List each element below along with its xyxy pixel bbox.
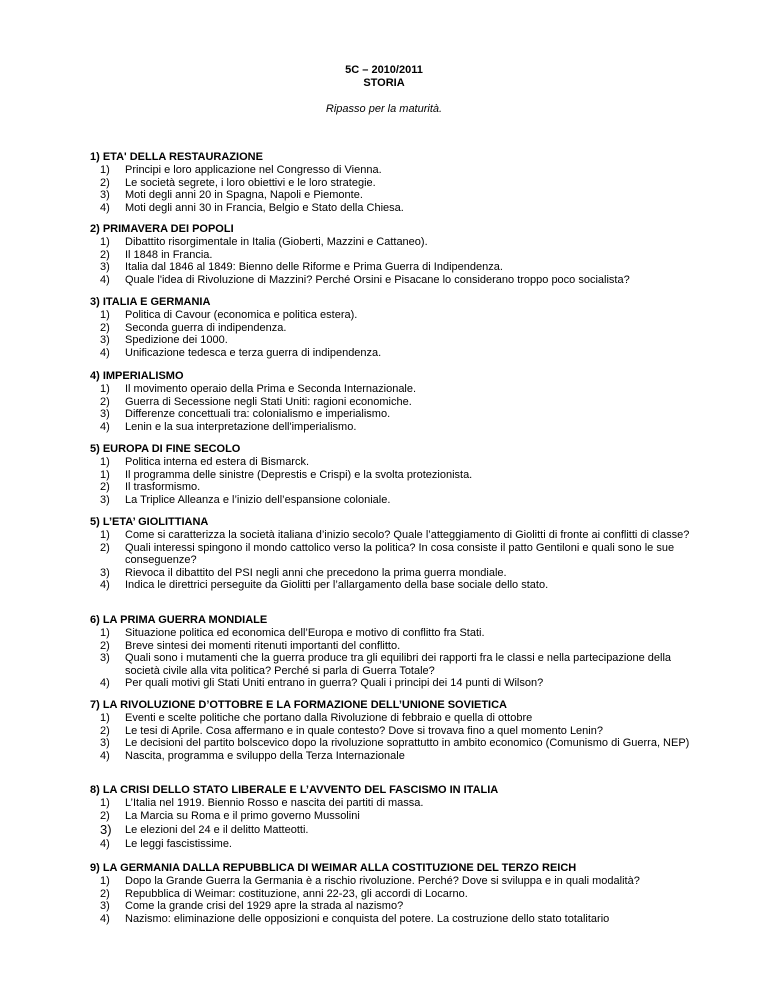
section-title: 6) LA PRIMA GUERRA MONDIALE: [90, 614, 268, 626]
list-item: 2) Quali interessi spingono il mondo cattolico verso la politica? In cosa consiste il patto Gentiloni e quali sono le sue conseguenze?: [100, 541, 675, 566]
list-item: 1) Politica di Cavour (economica e politica estera).: [100, 309, 358, 321]
topic-list: [90, 309, 690, 359]
class-year-heading: 5C – 2010/2011: [345, 64, 423, 76]
section-title: 5) EUROPA DI FINE SECOLO: [90, 443, 241, 455]
section-crisi-stato-liberale: [90, 784, 690, 851]
list-item: 3) Le elezioni del 24 e il delitto Matteotti.: [100, 822, 309, 837]
topic-list: [90, 797, 690, 851]
list-item: 3) Come la grande crisi del 1929 apre la strada al nazismo?: [100, 900, 404, 912]
list-item: 2) Seconda guerra di indipendenza.: [100, 321, 287, 334]
topic-list: [90, 164, 690, 214]
document-subtitle: Ripasso per la maturità.: [325, 103, 443, 115]
list-item: 3) Le decisioni del partito bolscevico dopo la rivoluzione soprattutto in ambito economico (Comunismo di Guerra, NEP): [100, 737, 690, 749]
list-item: 3) La Triplice Alleanza e l’inizio dell’espansione coloniale.: [100, 493, 391, 506]
list-item: 4) Nascita, programma e sviluppo della Terza Internazionale: [100, 749, 405, 762]
section-title: 4) IMPERIALISMO: [90, 370, 184, 382]
list-item: 1) Dopo la Grande Guerra la Germania è a rischio rivoluzione. Perché? Dove si sviluppa e in quali modalità?: [100, 875, 640, 887]
list-item: 4) Unificazione tedesca e terza guerra di indipendenza.: [100, 346, 382, 359]
list-item: 3) Quali sono i mutamenti che la guerra produce tra gli equilibri dei rapporti fra le classi e nella partecipazione della società civile alla vita politica? Perché si parla di Guerra Totale?: [100, 652, 672, 677]
list-item: 1) Il programma delle sinistre (Deprestis e Crispi) e la svolta protezionista.: [100, 468, 473, 481]
section-imperialismo: [90, 370, 690, 433]
section-title: 1) ETA' DELLA RESTAURAZIONE: [90, 151, 263, 163]
list-item: 3) Differenze concettuali tra: colonialismo e imperialismo.: [100, 408, 391, 420]
list-item: 4) Nazismo: eliminazione delle opposizioni e conquista del potere. La costruzione dello stato totalitario: [100, 912, 610, 925]
list-item: 2) Le tesi di Aprile. Cosa affermano e in quale contesto? Dove si trovava fino a quel momento Lenin?: [100, 724, 603, 737]
section-title: 8) LA CRISI DELLO STATO LIBERALE E L’AVVENTO DEL FASCISMO IN ITALIA: [90, 784, 499, 796]
section-title: 7) LA RIVOLUZIONE D’OTTOBRE E LA FORMAZIONE DELL’UNIONE SOVIETICA: [90, 699, 507, 711]
section-eta-giolittiana: [90, 516, 690, 592]
list-item: 2) La Marcia su Roma e il primo governo Mussolini: [100, 809, 360, 822]
section-rivoluzione-ottobre: [90, 699, 690, 762]
list-item: 1) Situazione politica ed economica dell’Europa e motivo di conflitto fra Stati.: [100, 627, 485, 639]
section-europa-fine-secolo: [90, 443, 690, 506]
list-item: 1) Dibattito risorgimentale in Italia (Gioberti, Mazzini e Cattaneo).: [100, 236, 428, 248]
topic-list: [90, 456, 690, 506]
list-item: 2) Il 1848 in Francia.: [100, 248, 213, 261]
list-item: 1) Principi e loro applicazione nel Congresso di Vienna.: [100, 164, 382, 176]
section-prima-guerra-mondiale: [90, 614, 690, 690]
topic-list: [90, 236, 690, 286]
list-item: 2) Il trasformismo.: [100, 481, 201, 493]
section-germania-weimar: [90, 862, 690, 925]
section-italia-germania: [90, 296, 690, 359]
section-title: 9) LA GERMANIA DALLA REPUBBLICA DI WEIMAR ALLA COSTITUZIONE DEL TERZO REICH: [90, 862, 577, 874]
topic-list: [90, 712, 690, 762]
list-item: 4) Lenin e la sua interpretazione dell'imperialismo.: [100, 420, 357, 433]
list-item: 3) Spedizione dei 1000.: [100, 334, 228, 346]
list-item: 1) Eventi e scelte politiche che portano dalla Rivoluzione di febbraio e quella di ottobre: [100, 712, 533, 724]
list-item: 4) Le leggi fascistissime.: [100, 838, 232, 850]
list-item: 1) Il movimento operaio della Prima e Seconda Internazionale.: [100, 383, 417, 395]
list-item: 3) Italia dal 1846 al 1849: Bienno delle Riforme e Prima Guerra di Indipendenza.: [100, 261, 503, 273]
list-item: 4) Indica le direttrici perseguite da Giolitti per l’allargamento della base sociale dello stato.: [100, 579, 549, 591]
topic-list: [90, 529, 690, 592]
list-item: 2) Repubblica di Weimar: costituzione, anni 22-23, gli accordi di Locarno.: [100, 887, 468, 900]
list-item: 2) Breve sintesi dei momenti ritenuti importanti del conflitto.: [100, 639, 401, 652]
list-item: 4) Per quali motivi gli Stati Uniti entrano in guerra? Quali i principi dei 14 punti di Wilson?: [100, 677, 544, 689]
section-title: 2) PRIMAVERA DEI POPOLI: [90, 223, 234, 235]
list-item: 2) Le società segrete, i loro obiettivi e le loro strategie.: [100, 176, 376, 189]
topic-list: [90, 875, 690, 925]
section-restaurazione: [90, 151, 690, 214]
list-item: 3) Rievoca il dibattito del PSI negli anni che precedono la prima guerra mondiale.: [100, 566, 507, 579]
topic-list: [90, 627, 690, 690]
section-title: 3) ITALIA E GERMANIA: [90, 296, 211, 308]
list-item: 1) L’Italia nel 1919. Biennio Rosso e nascita dei partiti di massa.: [100, 797, 424, 809]
list-item: 4) Quale l'idea di Rivoluzione di Mazzini? Perché Orsini e Pisacane lo considerano troppo poco socialista?: [100, 273, 630, 286]
list-item: 1) Come si caratterizza la società italiana d’inizio secolo? Quale l’atteggiamento di Giolitti di fronte ai conflitti di classe?: [100, 529, 690, 541]
list-item: 2) Guerra di Secessione negli Stati Uniti: ragioni economiche.: [100, 395, 412, 408]
section-title: 5) L’ETA’ GIOLITTIANA: [90, 516, 209, 528]
list-item: 1) Politica interna ed estera di Bismarck.: [100, 456, 310, 468]
list-item: 4) Moti degli anni 30 in Francia, Belgio e Stato della Chiesa.: [100, 201, 404, 214]
topic-list: [90, 383, 690, 433]
section-primavera-popoli: [90, 223, 690, 286]
list-item: 3) Moti degli anni 20 in Spagna, Napoli e Piemonte.: [100, 189, 363, 201]
subject-heading: STORIA: [363, 77, 405, 89]
